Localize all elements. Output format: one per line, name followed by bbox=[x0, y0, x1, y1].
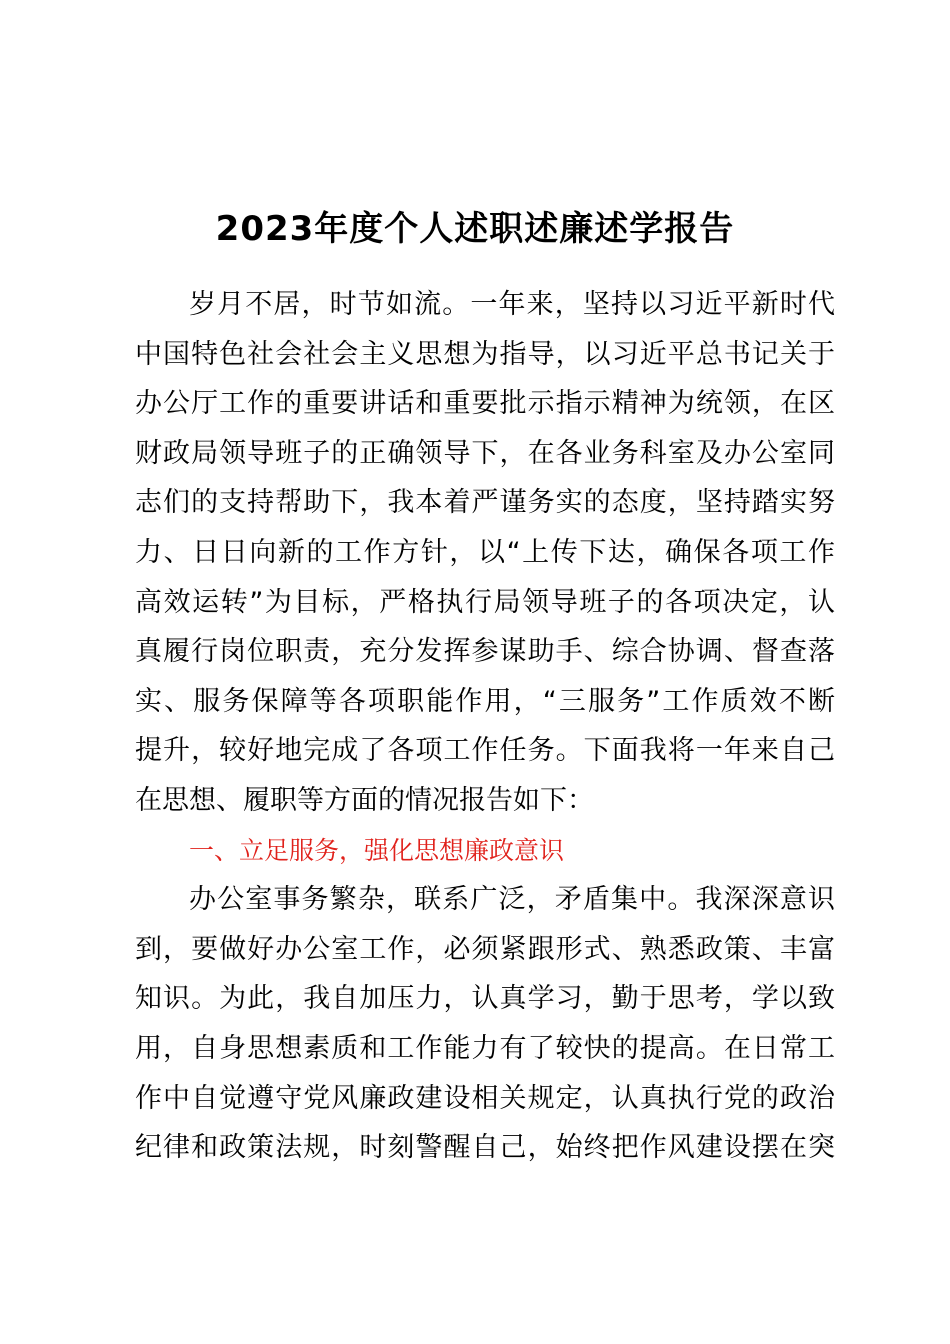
paragraph-line: 办公厅工作的重要讲话和重要批示指示精神为统领，在区 bbox=[135, 388, 835, 420]
paragraph-line: 力、日日向新的工作方针，以“上传下达，确保各项工作 bbox=[135, 536, 835, 568]
paragraph-line: 实、服务保障等各项职能作用，“三服务”工作质效不断 bbox=[135, 685, 835, 717]
paragraph-line: 用，自身思想素质和工作能力有了较快的提高。在日常工 bbox=[135, 1032, 835, 1064]
paragraph-line: 高效运转”为目标，严格执行局领导班子的各项决定，认 bbox=[135, 586, 835, 618]
paragraph-line: 知识。为此，我自加压力，认真学习，勤于思考，学以致 bbox=[135, 983, 835, 1015]
document-body bbox=[135, 280, 835, 1173]
paragraph-line: 到，要做好办公室工作，必须紧跟形式、熟悉政策、丰富 bbox=[135, 933, 835, 965]
paragraph-line: 中国特色社会社会主义思想为指导，以习近平总书记关于 bbox=[135, 338, 835, 370]
document-title: 2023年度个人述职述廉述学报告 bbox=[215, 209, 735, 249]
paragraph-line: 提升，较好地完成了各项工作任务。下面我将一年来自己 bbox=[135, 735, 835, 767]
paragraph-line: 在思想、履职等方面的情况报告如下： bbox=[135, 784, 594, 816]
paragraph-line: 办公室事务繁杂，联系广泛，矛盾集中。我深深意识 bbox=[189, 884, 835, 916]
paragraph-line: 志们的支持帮助下，我本着严谨务实的态度，坚持踏实努 bbox=[135, 487, 835, 519]
section-heading: 一、立足服务，强化思想廉政意识 bbox=[189, 835, 565, 865]
paragraph-line: 真履行岗位职责，充分发挥参谋助手、综合协调、督查落 bbox=[135, 636, 835, 668]
paragraph-line: 纪律和政策法规，时刻警醒自己，始终把作风建设摆在突 bbox=[135, 1132, 835, 1164]
paragraph-line: 岁月不居，时节如流。一年来，坚持以习近平新时代 bbox=[189, 289, 835, 320]
paragraph-line: 作中自觉遵守党风廉政建设相关规定，认真执行党的政治 bbox=[135, 1082, 835, 1114]
paragraph-line: 财政局领导班子的正确领导下，在各业务科室及办公室同 bbox=[135, 437, 835, 469]
